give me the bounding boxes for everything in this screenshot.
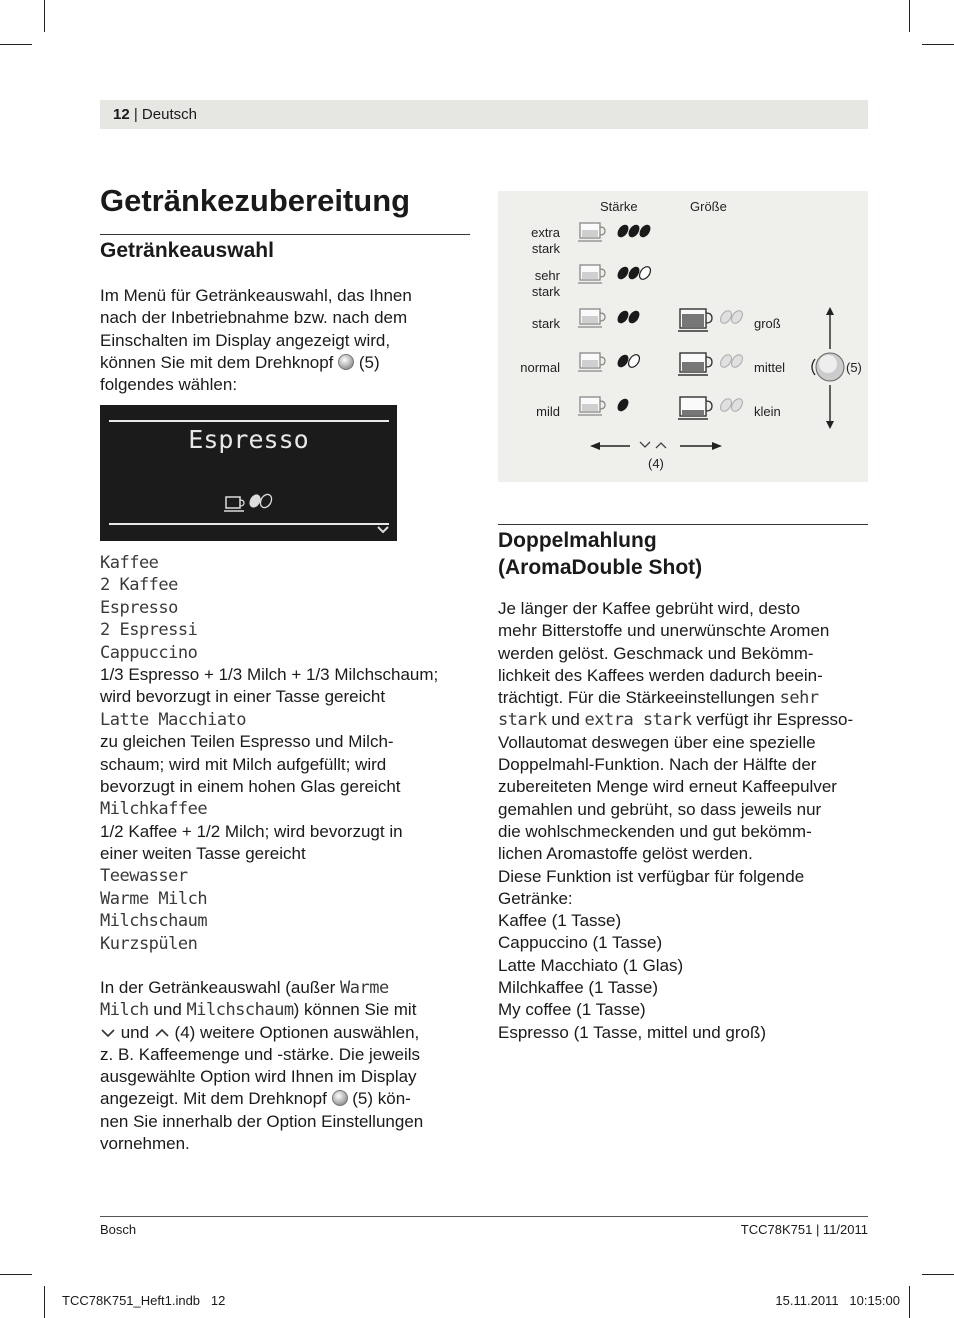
divider: [100, 234, 470, 235]
drink-list-item: Latte Macchiato (1 Glas): [498, 955, 684, 975]
column-label-size: Größe: [690, 199, 727, 214]
bean-icon: [615, 397, 630, 414]
divider: [498, 524, 868, 525]
menu-item: Teewasser: [100, 866, 188, 887]
cup-icon: [578, 309, 605, 327]
strength-label: stark: [531, 316, 560, 331]
cup-medium-icon: [678, 353, 712, 375]
page-header: 12 | Deutsch: [100, 100, 868, 129]
menu-item: Espresso: [100, 597, 178, 618]
crop-mark: [0, 1274, 32, 1275]
buttons-reference: (4): [648, 456, 664, 471]
bean-icon: [626, 353, 641, 370]
crop-mark: [0, 44, 32, 45]
header-language: Deutsch: [141, 106, 197, 123]
crop-mark: [909, 1286, 910, 1318]
bean-icon: [637, 223, 652, 240]
drink-list-item: My coffee (1 Tasse): [498, 1000, 646, 1020]
crop-mark: [44, 1286, 45, 1318]
footer-rule: [100, 1216, 868, 1217]
drink-list-item: Kaffee (1 Tasse): [498, 911, 622, 931]
size-icons: [678, 307, 750, 427]
print-slug-file: TCC78K751_Heft1.indb 12: [62, 1293, 226, 1308]
footer-model-date: TCC78K751 | 11/2011: [740, 1222, 868, 1237]
strength-label: mild: [536, 404, 560, 419]
strength-label: sehr stark: [531, 268, 560, 299]
doppelmahlung-paragraph: Je länger der Kaffee gebrüht wird, desto mehr Bitterstoffe und unerwünschte Aromen werden gelöst. Geschmack und Bekömm- lichkeit des Kaffees werden dadurch beein- trächtigt. Für die Stärkeeinstellungen sehr stark und extra stark verfügt ihr Espresso- Vollautomat deswegen über eine spezielle Doppelmahl-Funktion. Nach der Hälfte der zubereiteten Menge wird erneut Kaffeepulver gemahlen und gebrüht, so dass jeweils nur die wohlschmeckenden und gut bekömm- lichen Aromastoffe gelöst werden. Diese Funktion ist verfügbar für folgende Getränke: Kaffee (1 Tasse) Cappuccino (1 Tasse) Latte Macchiato (1 Glas) Milchkaffee (1 Tasse) My coffee (1 Tasse) Espresso (1 Tasse, mittel und groß): [498, 598, 878, 1044]
crop-mark: [44, 0, 45, 32]
crop-mark: [922, 44, 954, 45]
menu-item: Kurzspülen: [100, 933, 198, 954]
menu-item-description: 1/2 Kaffee + 1/2 Milch; wird bevorzugt in: [100, 821, 403, 841]
page-number: 12: [113, 106, 130, 123]
text-line: nach der Inbetriebnahme bzw. nach dem: [100, 308, 408, 328]
menu-item-description: wird bevorzugt in einer Tasse gereicht: [100, 687, 386, 707]
text-line: können Sie mit dem Drehknopf (5): [100, 352, 380, 372]
menu-item: Warme Milch: [100, 888, 208, 909]
size-label: klein: [754, 404, 781, 419]
crop-mark: [922, 1274, 954, 1275]
horizontal-arrow-buttons: [588, 437, 728, 451]
cup-and-beans-icon: [224, 491, 276, 517]
bean-icon: [615, 265, 630, 282]
intro-paragraph: [100, 285, 472, 396]
machine-display: [100, 405, 397, 541]
menu-item: Milchschaum: [100, 911, 208, 932]
footer-brand: Bosch: [100, 1222, 137, 1237]
bean-icon: [637, 265, 652, 282]
bean-icon: [626, 223, 641, 240]
strength-label: normal: [520, 360, 560, 375]
cup-icon: [578, 223, 605, 241]
section-heading-getraenkeauswahl: Getränkeauswahl: [100, 239, 274, 262]
column-label-strength: Stärke: [600, 199, 638, 214]
page-title: Getränkezubereitung: [100, 183, 411, 218]
display-divider: [109, 523, 389, 525]
display-divider: [109, 420, 389, 422]
menu-item: Cappuccino: [100, 642, 198, 663]
menu-item: Latte Macchiato: [100, 709, 247, 730]
drink-list-item: Espresso (1 Tasse, mittel und groß): [498, 1022, 767, 1042]
menu-item-description: bevorzugt in einem hohen Glas gereicht: [100, 776, 401, 796]
strength-label: extra stark: [531, 225, 560, 256]
menu-item: 2 Espressi: [100, 620, 198, 641]
text-line: folgendes wählen:: [100, 375, 238, 395]
bean-icon: [615, 223, 630, 240]
menu-item-description: einer weiten Tasse gereicht: [100, 844, 306, 864]
drink-list-item: Milchkaffee (1 Tasse): [498, 978, 658, 998]
bean-icon: [626, 309, 641, 326]
drink-menu-list: [100, 552, 472, 955]
menu-item: Kaffee: [100, 553, 159, 573]
menu-item: Milchkaffee: [100, 799, 208, 820]
size-label: groß: [754, 316, 781, 331]
bean-icon: [615, 309, 630, 326]
cup-icon: [578, 265, 605, 283]
text-line: Einschalten im Display angezeigt wird,: [100, 330, 391, 350]
print-slug-timestamp: 15.11.2011 10:15:00: [775, 1293, 900, 1308]
rotary-knob-icon: [332, 1090, 348, 1106]
chevron-down-icon: [100, 1028, 116, 1038]
size-label: mittel: [754, 360, 786, 375]
display-title: Espresso: [188, 425, 309, 454]
menu-item-description: schaum; wird mit Milch aufgefüllt; wird: [100, 754, 387, 774]
chevron-down-icon: [376, 525, 390, 535]
cup-large-icon: [678, 309, 712, 331]
rotary-knob-icon: [338, 354, 354, 370]
chevron-up-icon: [154, 1028, 170, 1038]
menu-item: 2 Kaffee: [100, 575, 178, 596]
menu-item-description: 1/3 Espresso + 1/3 Milch + 1/3 Milchschaum;: [100, 664, 439, 684]
cup-icon: [578, 353, 605, 371]
knob-reference: (5): [846, 360, 862, 375]
strength-icons: [578, 221, 668, 431]
text-line: Im Menü für Getränkeauswahl, das Ihnen: [100, 286, 412, 305]
strength-size-diagram: [498, 191, 868, 482]
menu-item-description: zu gleichen Teilen Espresso und Milch-: [100, 732, 394, 752]
section-heading-doppelmahlung: Doppelmahlung (AromaDouble Shot): [498, 529, 703, 579]
crop-mark: [909, 0, 910, 32]
cup-small-icon: [678, 397, 712, 419]
cup-icon: [578, 397, 605, 415]
drink-list-item: Cappuccino (1 Tasse): [498, 933, 663, 953]
options-paragraph: In der Getränkeauswahl (außer Warme Milch und Milchschaum) können Sie mit und (4) weitere Optionen auswählen, z. B. Kaffeemenge und -stärke. Die jeweils ausgewählte Option wird Ihnen im Display angezeigt. Mit dem Drehknopf (5) kön- nen Sie innerhalb der Option Einstellungen vornehmen.: [100, 978, 424, 1154]
